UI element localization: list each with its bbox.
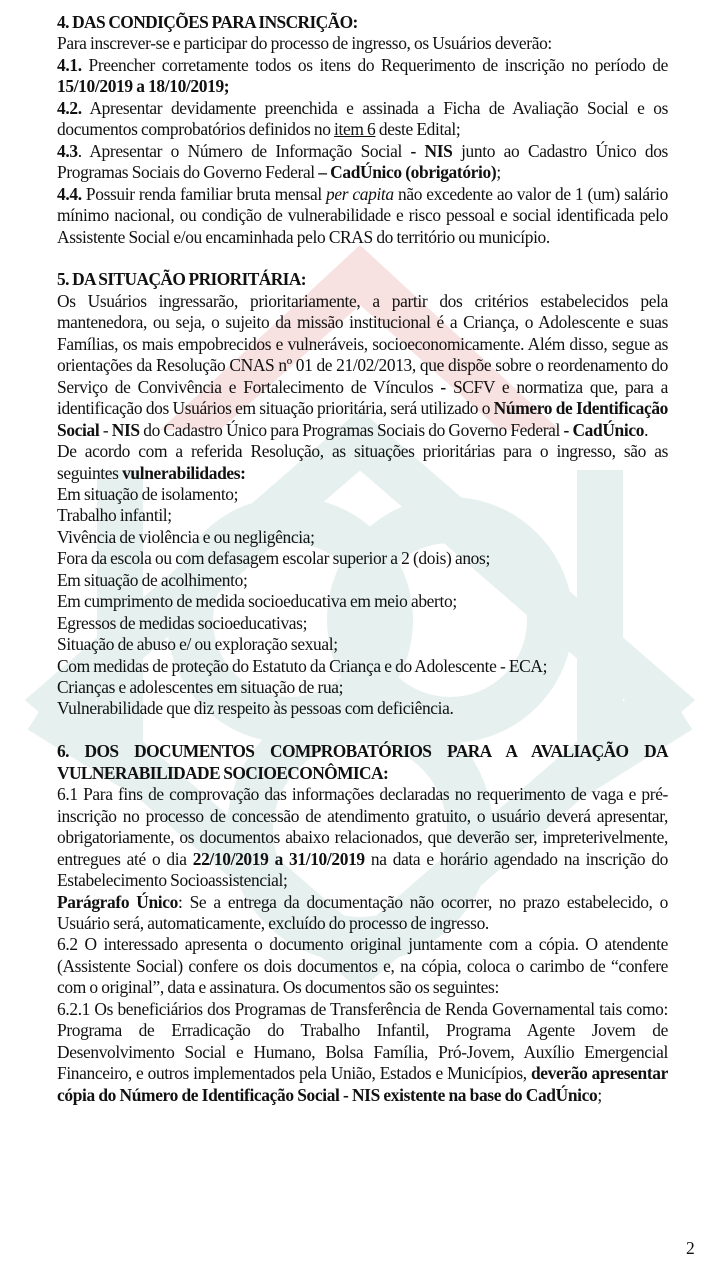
section-5-heading: 5. DA SITUAÇÃO PRIORITÁRIA: — [57, 269, 306, 290]
section-4-intro: Para inscrever-se e participar do processo de ingresso, os Usuários deverão: — [57, 33, 552, 54]
section-5-paragraph-1: Os Usuários ingressarão, prioritariamente, a partir dos critérios estabelecidos pela mantenedora, ou seja, o sujeito da missão institucional é a Criança, o Adolescente e suas Famílias, os mais empobrecidos e vulneráveis, socioeconomicamente. Além disso, segue as orientações da Resolução CNAS nº 01 de 21/02/2013, que dispõe sobre o reordenamento do Serviço de Convivência e Fortalecimento de Vínculos - SCFV e normatiza que, para a identificação dos Usuários em situação prioritária, será utilizado o Número de Identificação Social - NIS do Cadastro Único para Programas Sociais do Governo Federal - CadÚnico. — [57, 290, 669, 440]
item-4-1: 4.1. Preencher corretamente todos os itens do Requerimento de inscrição no período de 15/10/2019 a 18/10/2019; — [57, 54, 668, 97]
section-5-paragraph-2: De acordo com a referida Resolução, as situações prioritárias para o ingresso, são as seguintes vulnerabilidades: — [57, 441, 668, 483]
item-4-3: 4.3. Apresentar o Número de Informação Social - NIS junto ao Cadastro Único dos Programas Sociais do Governo Federal – CadÚnico (obrigatório); — [57, 140, 668, 183]
list-item: Trabalho infantil; — [57, 505, 172, 526]
section-4-heading: 4. DAS CONDIÇÕES PARA INSCRIÇÃO: — [57, 12, 358, 32]
list-item: Vulnerabilidade que diz respeito às pessoas com deficiência. — [57, 698, 454, 719]
list-item: Situação de abuso e/ ou exploração sexual; — [57, 634, 338, 655]
vulnerabilities-list — [57, 484, 668, 720]
list-item: Fora da escola ou com defasagem escolar superior a 2 (dois) anos; — [57, 548, 490, 569]
document-delivery-dates: 22/10/2019 a 31/10/2019 — [192, 848, 365, 869]
registration-dates: 15/10/2019 a 18/10/2019; — [57, 76, 230, 97]
spacer — [57, 248, 668, 269]
list-item: Em situação de acolhimento; — [57, 569, 248, 590]
item-4-4: 4.4. Possuir renda familiar bruta mensal per capita não excedente ao valor de 1 (um) salário mínimo nacional, ou condição de vulnerabilidade e risco pessoal e social identificada pelo Assistente Social e/ou encaminhada pelo CRAS do território ou município. — [57, 183, 669, 247]
list-item: Vivência de violência e ou negligência; — [57, 526, 315, 547]
list-item: Em situação de isolamento; — [57, 483, 239, 504]
page-number: 2 — [686, 1238, 695, 1258]
list-item: Em cumprimento de medida socioeducativa em meio aberto; — [57, 591, 457, 612]
item-6-2-1: 6.2.1 Os beneficiários dos Programas de Transferência de Renda Governamental tais como: Programa de Erradicação do Trabalho Infantil, Programa Agente Jovem de Desenvolvimento Social e Humano, Bolsa Família, Pró-Jovem, Auxílio Emergencial Financeiro, e outros implementados pela União, Estados e Municípios, deverão apresentar cópia do Número de Identificação Social - NIS existente na base do CadÚnico; — [57, 998, 668, 1105]
spacer — [57, 720, 668, 741]
paragrafo-unico: Parágrafo Único: Se a entrega da documentação não ocorrer, no prazo estabelecido, o Usuário será, automaticamente, excluído do processo de ingresso. — [57, 891, 668, 933]
document-page — [57, 12, 668, 1106]
item-6-reference-link[interactable]: item 6 — [334, 119, 376, 140]
item-6-1: 6.1 Para fins de comprovação das informações declaradas no requerimento de vaga e pré-inscrição no processo de concessão de atendimento gratuito, o usuário deverá apresentar, obrigatoriamente, os documentos abaixo relacionados, que deverão ser, impreterivelmente, entregues até o dia 22/10/2019 a 31/10/2019 na data e horário agendado na inscrição do Estabelecimento Socioassistencial; — [57, 784, 669, 891]
section-6-heading: 6. DOS DOCUMENTOS COMPROBATÓRIOS PARA A AVALIAÇÃO DA VULNERABILIDADE SOCIOECONÔMICA: — [57, 741, 668, 783]
list-item: Egressos de medidas socioeducativas; — [57, 612, 308, 633]
list-item: Com medidas de proteção do Estatuto da Criança e do Adolescente - ECA; — [57, 655, 548, 676]
item-4-2: 4.2. Apresentar devidamente preenchida e assinada a Ficha de Avaliação Social e os documentos comprobatórios definidos no item 6 deste Edital; — [57, 97, 668, 140]
list-item: Crianças e adolescentes em situação de rua; — [57, 677, 344, 698]
item-6-2: 6.2 O interessado apresenta o documento original juntamente com a cópia. O atendente (Assistente Social) confere os dois documentos e, na cópia, coloca o carimbo de “confere com o original”, data e assinatura. Os documentos são os seguintes: — [57, 934, 668, 998]
